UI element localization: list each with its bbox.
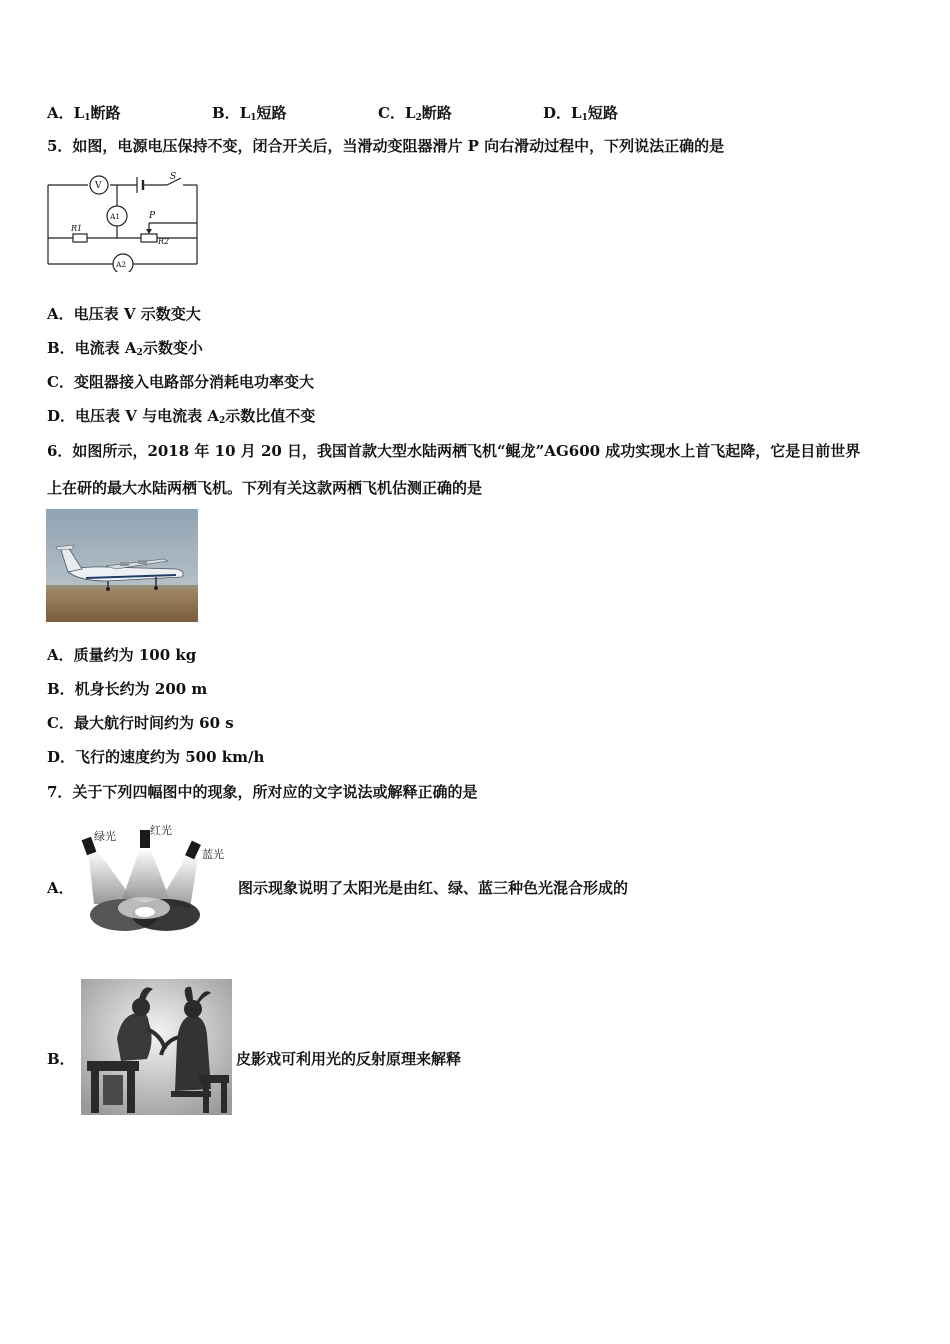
label-r1: R1: [71, 224, 83, 233]
q6-option-a[interactable]: A．质量约为 100 kg: [47, 646, 197, 664]
label-red-light: 红光: [150, 824, 172, 837]
label-p: P: [149, 211, 156, 221]
label-a2: A2: [116, 260, 127, 269]
q5-option-b[interactable]: B．电流表 $A_2$示数变小: [47, 339, 203, 358]
q5-stem: 5．如图，电源电压保持不变，闭合开关后，当滑动变阻器滑片 P 向右滑动过程中，下列说法正确的是: [47, 137, 725, 155]
r2-rheostat: [141, 234, 157, 242]
q6-stem-line2: 上在研的最大水陆两栖飞机。下列有关这款两栖飞机估测正确的是: [47, 479, 483, 497]
q5-option-a[interactable]: A．电压表 V 示数变大: [47, 305, 201, 323]
q7-option-a-letter[interactable]: A．: [47, 879, 74, 897]
q7-option-b-letter[interactable]: B．: [47, 1050, 75, 1068]
shadow-puppet-photo: [81, 979, 232, 1115]
q5-option-c[interactable]: C．变阻器接入电路部分消耗电功率变大: [47, 373, 314, 391]
q6-option-d[interactable]: D．飞行的速度约为 500 km/h: [47, 748, 265, 766]
q5-option-d[interactable]: D．电压表 V 与电流表 $A_2$示数比值不变: [47, 407, 316, 426]
q6-option-b[interactable]: B．机身长约为 200 m: [47, 680, 208, 698]
q4-option-d[interactable]: D．$L_1$短路: [543, 104, 618, 123]
q4-option-c[interactable]: C．$L_2$断路: [378, 104, 452, 123]
label-green-light: 绿光: [94, 830, 116, 843]
q4-option-b[interactable]: B．$L_1$短路: [212, 104, 287, 123]
r1-resistor: [73, 234, 87, 242]
label-r2: R2: [158, 237, 170, 246]
q7-stem: 7．关于下列四幅图中的现象，所对应的文字说法或解释正确的是: [47, 783, 478, 801]
slider-arrow-icon: [146, 229, 152, 234]
label-blue-light: 蓝光: [202, 848, 224, 861]
q6-option-c[interactable]: C．最大航行时间约为 60 s: [47, 714, 234, 732]
color-light-mixing-figure: [72, 818, 234, 936]
q6-stem-line1: 6．如图所示，2018 年 10 月 20 日，我国首款大型水陆两栖飞机“鲲龙”AG600 成功实现水上首飞起降，它是目前世界: [47, 442, 861, 460]
q4-option-a[interactable]: A．$L_1$断路: [47, 104, 121, 123]
label-s: S: [170, 172, 177, 182]
q5-circuit-diagram: [45, 168, 201, 272]
q7-option-b-text[interactable]: 皮影戏可利用光的反射原理来解释: [236, 1050, 462, 1068]
q7-option-a-text[interactable]: 图示现象说明了太阳光是由红、绿、蓝三种色光混合形成的: [238, 879, 629, 897]
label-v: V: [95, 181, 102, 191]
label-a1: A1: [110, 212, 121, 221]
amphibious-plane-photo: [46, 509, 198, 622]
